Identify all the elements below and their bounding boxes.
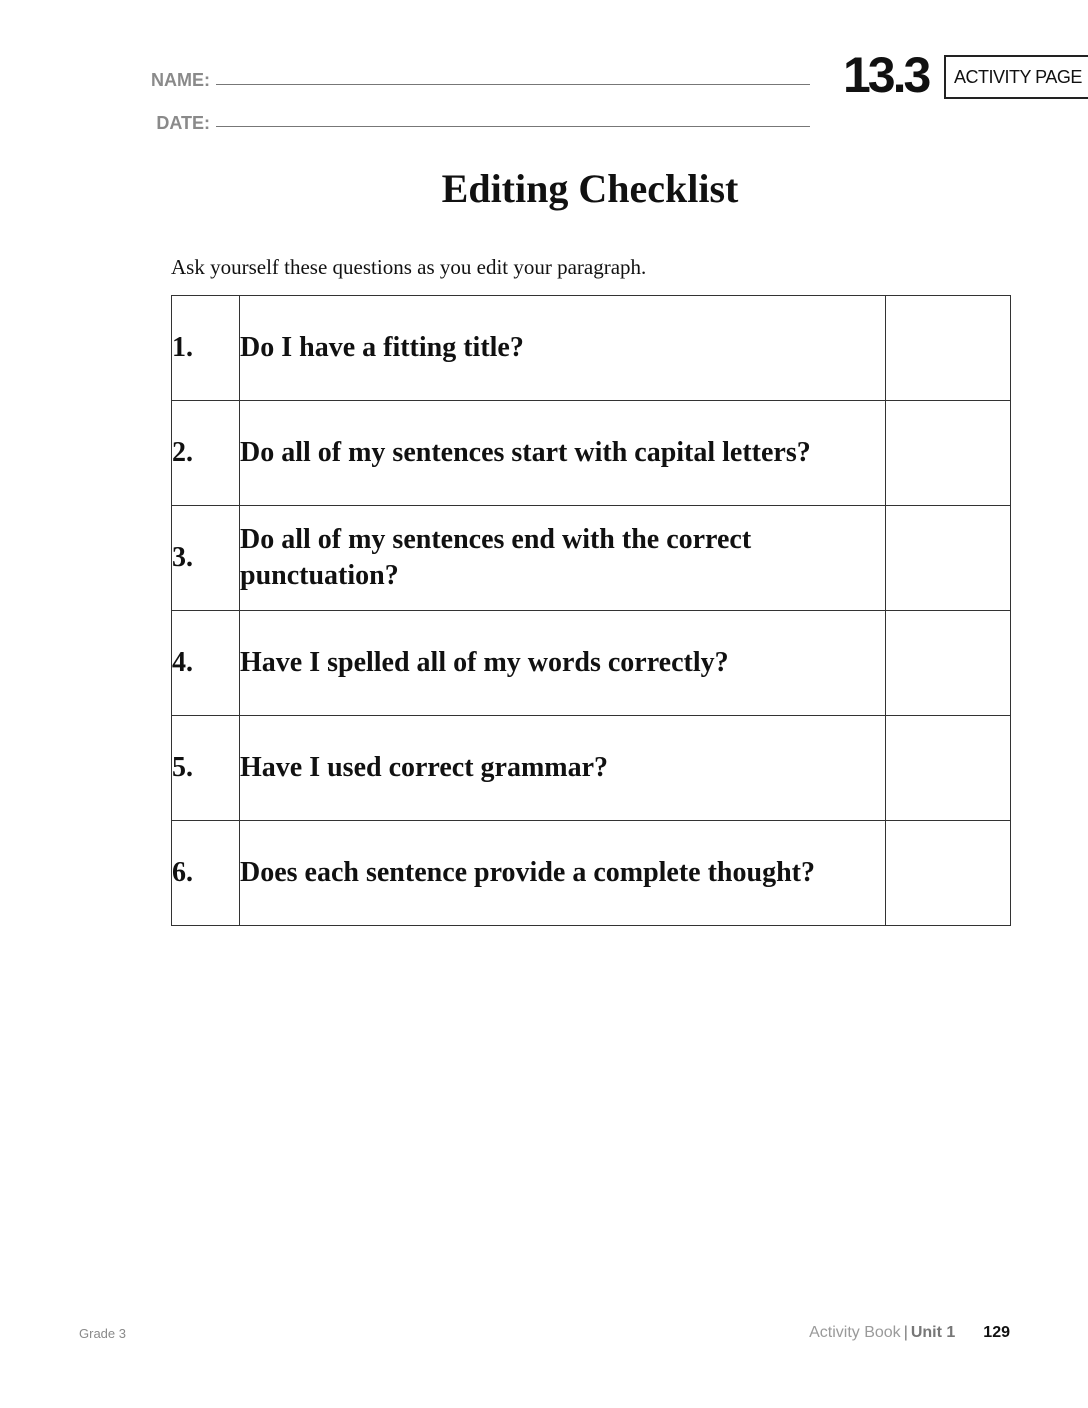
footer-grade: Grade 3 [79, 1326, 126, 1341]
item-question: Have I used correct grammar? [240, 716, 886, 821]
name-label: NAME: [151, 70, 210, 90]
check-box[interactable] [886, 716, 1011, 821]
checklist-row [172, 611, 1011, 716]
checklist-table [171, 295, 1011, 926]
checklist-row [172, 821, 1011, 926]
check-box[interactable] [886, 821, 1011, 926]
item-number: 3. [172, 506, 240, 611]
item-question: Do all of my sentences end with the correct punctuation? [240, 506, 886, 611]
page-number: 129 [983, 1324, 1010, 1341]
footer-unit: Unit 1 [910, 1324, 956, 1341]
footer-separator: | [903, 1324, 908, 1341]
checklist-row [172, 716, 1011, 821]
checklist-row [172, 506, 1011, 611]
item-number: 2. [172, 401, 240, 506]
item-number: 6. [172, 821, 240, 926]
date-label: DATE: [156, 113, 210, 133]
instructions: Ask yourself these questions as you edit your paragraph. [171, 255, 647, 279]
item-question: Have I spelled all of my words correctly? [240, 611, 886, 716]
check-box[interactable] [886, 296, 1011, 401]
check-box[interactable] [886, 401, 1011, 506]
checklist-row [172, 401, 1011, 506]
page-title: Editing Checklist [441, 166, 739, 211]
name-line[interactable] [216, 84, 810, 85]
item-number: 5. [172, 716, 240, 821]
item-number: 4. [172, 611, 240, 716]
footer-book: Activity Book [809, 1324, 901, 1341]
check-box[interactable] [886, 506, 1011, 611]
date-line[interactable] [216, 126, 810, 127]
lesson-number: 13.3 [843, 47, 929, 103]
item-number: 1. [172, 296, 240, 401]
item-question: Do I have a fitting title? [240, 296, 886, 401]
item-question: Does each sentence provide a complete thought? [240, 821, 886, 926]
footer-book-info [809, 1324, 1010, 1342]
activity-page-label: ACTIVITY PAGE [954, 67, 1082, 87]
check-box[interactable] [886, 611, 1011, 716]
item-question: Do all of my sentences start with capital letters? [240, 401, 886, 506]
checklist-row [172, 296, 1011, 401]
